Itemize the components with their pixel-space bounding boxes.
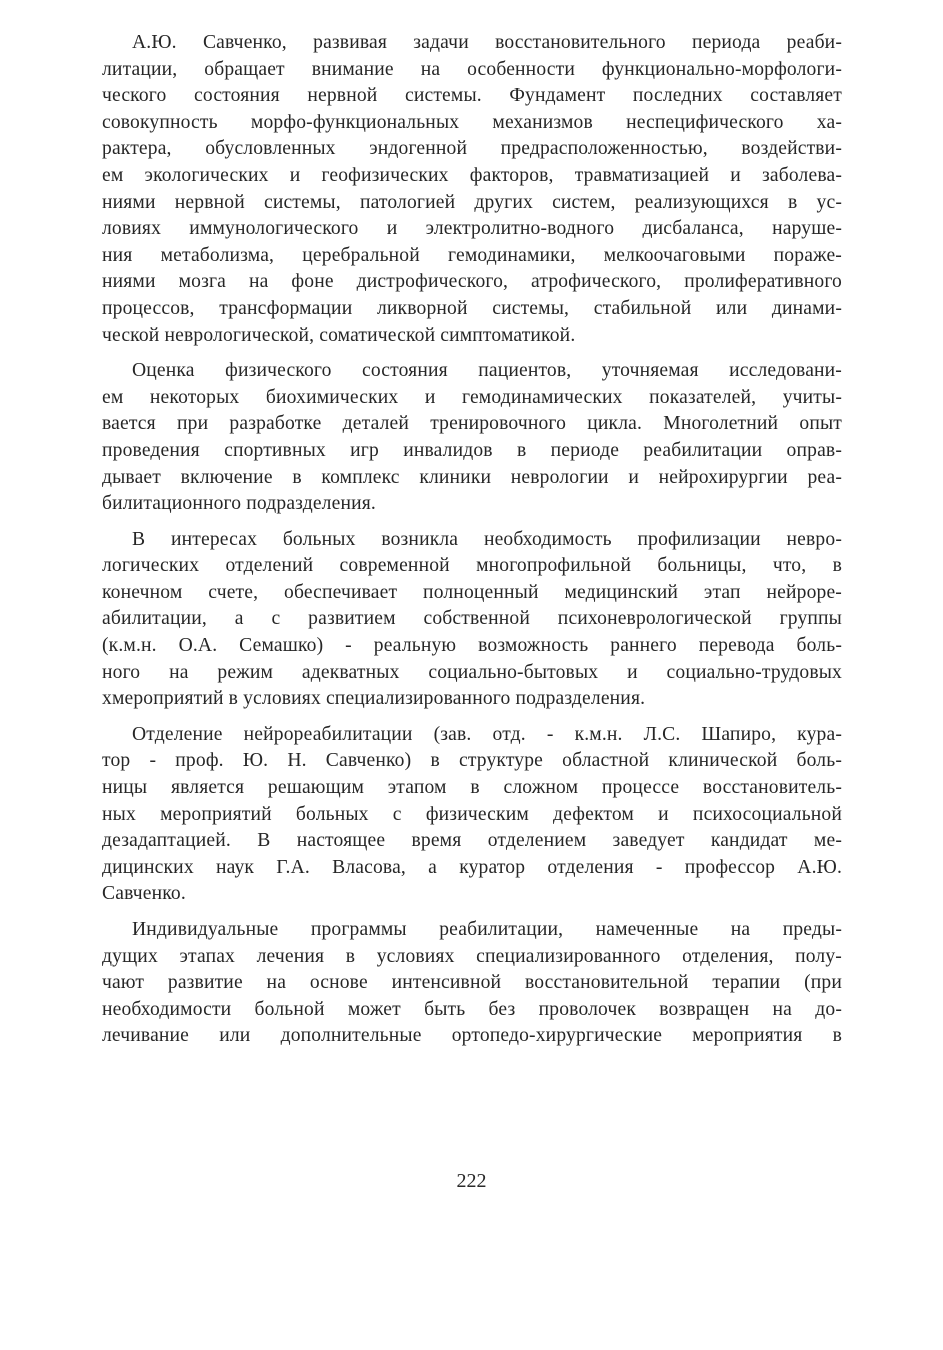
paragraph <box>102 527 842 713</box>
text-line: дезадаптацией. В настоящее время отделением заведует кандидат ме- <box>102 830 842 852</box>
text-line: лечивание или дополнительные ортопедо-хирургические мероприятия в <box>102 1025 842 1047</box>
text-line: логических отделений современной многопрофильной больницы, что, в <box>102 555 842 577</box>
text-line: ческого состояния нервной системы. Фундамент последних составляет <box>102 85 842 107</box>
text-line: рактера, обусловленных эндогенной предрасположенностью, воздействи- <box>102 138 842 160</box>
text-line: дицинских наук Г.А. Власова, а куратор отделения - профессор А.Ю. <box>102 856 842 878</box>
text-line: чают развитие на основе интенсивной восстановительной терапии (при <box>102 972 842 994</box>
text-line: дывает включение в комплекс клиники неврологии и нейрохирургии реа- <box>102 466 842 488</box>
text-line: Отделение нейрореабилитации (зав. отд. - к.м.н. Л.С. Шапиро, кура- <box>132 723 842 745</box>
text-line: хмероприятий в условиях специализированного подразделения. <box>102 688 646 710</box>
text-line: ем экологических и геофизических факторов, травматизацией и заболева- <box>102 164 842 186</box>
text-line: ческой неврологической, соматической симптоматикой. <box>102 324 576 346</box>
page-body <box>102 30 842 1050</box>
text-line: Индивидуальные программы реабилитации, намеченные на преды- <box>132 919 842 940</box>
paragraph <box>102 30 842 349</box>
text-line: литации, обращает внимание на особенности функционально-морфологи- <box>102 58 842 80</box>
paragraph <box>102 358 842 518</box>
text-line: процессов, трансформации ликворной системы, стабильной или динами- <box>102 297 842 319</box>
paragraph <box>102 917 842 1050</box>
text-line: ного на режим адекватных социально-бытовых и социально-трудовых <box>102 661 842 683</box>
text-line: дущих этапах лечения в условиях специализированного отделения, полу- <box>102 945 842 967</box>
text-line: ниями мозга на фоне дистрофического, атрофического, пролиферативного <box>102 271 842 293</box>
text-line: А.Ю. Савченко, развивая задачи восстановительного периода реаби- <box>132 32 842 53</box>
page-number: 222 <box>456 1170 487 1192</box>
text-line: необходимости больной может быть без проволочек возвращен на до- <box>102 998 842 1020</box>
text-line: тор - проф. Ю. Н. Савченко) в структуре областной клинической боль- <box>102 750 842 772</box>
text-line: Савченко. <box>102 883 186 905</box>
text-line: ловиях иммунологического и электролитно-водного дисбаланса, наруше- <box>102 218 842 240</box>
text-line: абилитации, а с развитием собственной психоневрологической группы <box>102 608 842 630</box>
text-line: ния метаболизма, церебральной гемодинамики, мелкоочаговыми пораже- <box>102 244 842 266</box>
text-line: вается при разработке деталей тренировочного цикла. Многолетний опыт <box>102 413 842 435</box>
text-line: ницы является решающим этапом в сложном процессе восстановитель- <box>102 777 842 799</box>
text-line: ных мероприятий больных с физическим дефектом и психосоциальной <box>102 803 842 825</box>
text-line: билитационного подразделения. <box>102 493 376 515</box>
text-line: совокупность морфо-функциональных механизмов неспецифического ха- <box>102 111 842 133</box>
text-line: ниями нервной системы, патологией других систем, реализующихся в ус- <box>102 191 842 213</box>
text-line: проведения спортивных игр инвалидов в периоде реабилитации оправ- <box>102 439 842 461</box>
text-line: Оценка физического состояния пациентов, уточняемая исследовани- <box>132 360 842 382</box>
text-line: В интересах больных возникла необходимость профилизации невро- <box>132 528 842 550</box>
text-line: конечном счете, обеспечивает полноценный медицинский этап нейроре- <box>102 581 842 603</box>
text-line: (к.м.н. О.А. Семашко) - реальную возможность раннего перевода боль- <box>102 635 842 657</box>
paragraph <box>102 722 842 908</box>
text-line: ем некоторых биохимических и гемодинамических показателей, учиты- <box>102 386 842 408</box>
